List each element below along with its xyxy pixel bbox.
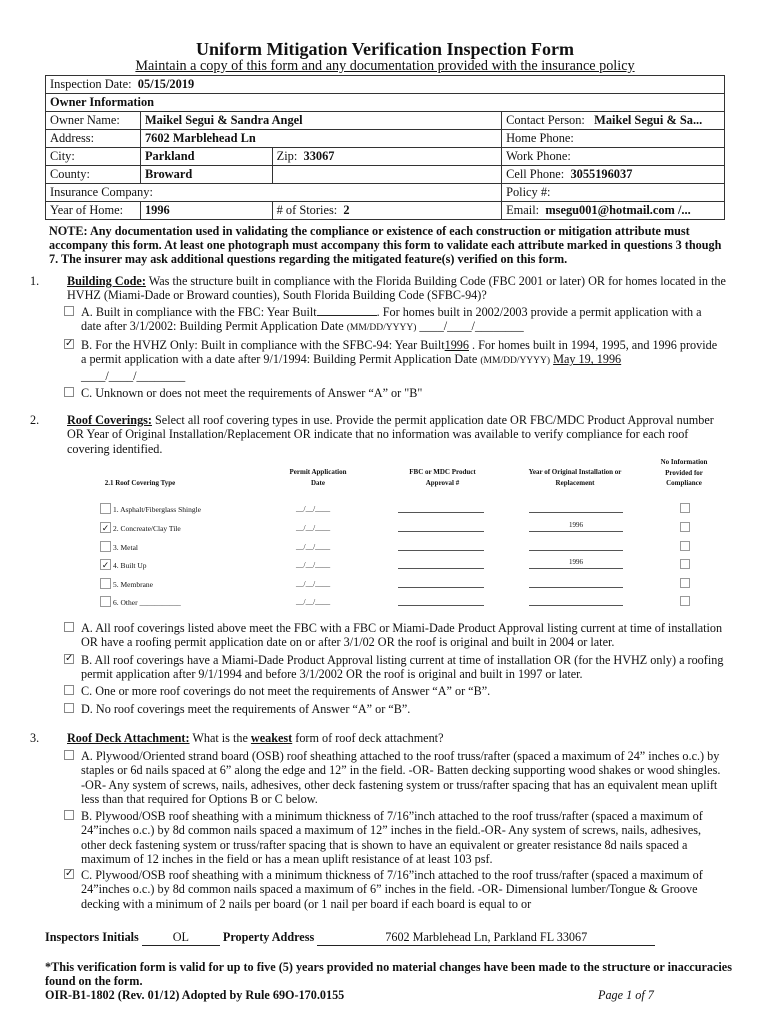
property-address-label: Property Address (222, 930, 315, 944)
no-info-checkbox[interactable] (680, 559, 690, 569)
inspection-date-row (46, 76, 725, 94)
question-number: 1. (30, 274, 40, 288)
col-fbc-approval: FBC or MDC Product Approval # (409, 468, 476, 487)
stories-value[interactable]: 2 (343, 203, 350, 217)
policy-label: Policy #: (506, 185, 551, 199)
emphasis-weakest: weakest (250, 731, 293, 745)
roof-covering-row: 1. Asphalt/Fiberglass Shingle __/__/____ (100, 502, 700, 518)
cell-phone-label: Cell Phone: (506, 167, 565, 181)
year-installation-field[interactable]: 1996 (529, 558, 623, 569)
question-text: Was the structure built in compliance with the Florida Building Code (FBC 2001 or later) OR for homes located in the HVHZ (Miami-Dade or Broward counties), South Florida Building Code (SFBC-94)? (67, 274, 726, 303)
email-label: Email: (506, 203, 540, 217)
col-roof-covering-type: 2.1 Roof Covering Type (104, 479, 176, 487)
form-id: OIR-B1-1802 (Rev. 01/12) Adopted by Rule 69O-170.0155 (45, 988, 345, 1002)
roof-covering-row: 5. Membrane __/__/____ (100, 577, 700, 593)
q1-option-c[interactable]: C. Unknown or does not meet the requirements of Answer “A” or "B" (64, 386, 724, 400)
question-2 (30, 413, 730, 456)
question-heading: Building Code: (67, 274, 146, 288)
col-permit-date: Permit Application Date (289, 468, 347, 487)
no-info-checkbox[interactable] (680, 578, 690, 588)
property-address-field[interactable]: 7602 Marblehead Ln, Parkland FL 33067 (317, 930, 655, 946)
permit-date-field[interactable]: ____/____/________ (416, 319, 524, 334)
county-value[interactable]: Broward (140, 166, 272, 184)
q3-option-a[interactable]: A. Plywood/Oriented strand board (OSB) roof sheathing attached to the roof truss/rafter (spaced a maximum of 24” inches o.c.) by staples or 6d nails spaced at 6” along the edge and 12” in the field. -OR- Batten decking supporting wood shakes or wood shingles. -OR- Any system of screws, nails, adhesives, other deck fastening system or truss/rafter spacing that has an equivalent mean uplift less than that required for Options B or C below. (64, 749, 724, 807)
col-year-installation: Year of Original Installation or Replacement (528, 468, 622, 487)
question-heading: Roof Deck Attachment: (67, 731, 190, 745)
permit-date-field[interactable]: __/__/____ (296, 542, 331, 551)
roof-covering-row: ✓ 2. Concreate/Clay Tile __/__/____ 1996 (100, 521, 700, 537)
q2-option-a[interactable]: A. All roof coverings listed above meet the FBC with a FBC or Miami-Dade Product Approval listing current at time of installation OR have a roofing permit application date on or after 3/1/02 OR the roof is original and built in 2004 or later. (64, 621, 724, 650)
permit-date-field[interactable]: __/__/____ (296, 597, 331, 606)
contact-person-value[interactable]: Maikel Segui & Sa... (594, 113, 703, 127)
address-value[interactable]: 7602 Marblehead Ln (140, 130, 501, 148)
documentation-note: NOTE: Any documentation used in validating the compliance or existence of each construction or mitigation attribute must accompany this form. At least one photograph must accompany this form to validate each attribute marked in questions 3 though 7. The insurer may ask additional questions regarding the mitigated feature(s) verified on this form. (49, 224, 722, 266)
inspection-date-label: Inspection Date: (50, 77, 132, 91)
q2-option-d[interactable]: D. No roof coverings meet the requirements of Answer “A” or “B”. (64, 702, 724, 716)
form-title: Uniform Mitigation Verification Inspection Form (196, 39, 574, 59)
permit-date-field[interactable]: __/__/____ (296, 523, 331, 532)
inspection-date-value[interactable]: 05/15/2019 (137, 77, 195, 91)
col-no-information: No Information Provided for Compliance (660, 458, 708, 487)
checkbox-icon[interactable] (64, 685, 74, 695)
work-phone-label: Work Phone: (506, 149, 571, 163)
form-subtitle: Maintain a copy of this form and any documentation provided with the insurance policy (135, 58, 635, 74)
question-1 (30, 274, 730, 303)
insurance-company-label: Insurance Company: (50, 185, 153, 199)
page-number: Page 1 of 7 (598, 988, 654, 1002)
contact-person-label: Contact Person: (506, 113, 585, 127)
city-label: City: (46, 148, 141, 166)
permit-date-field[interactable]: __/__/____ (296, 504, 331, 513)
checkbox-checked-icon[interactable]: ✓ (65, 868, 74, 879)
roof-covering-row: 6. Other ___________ __/__/____ (100, 595, 700, 611)
permit-date-field[interactable]: __/__/____ (296, 579, 331, 588)
year-of-home-label: Year of Home: (46, 202, 141, 220)
question-text: Select all roof covering types in use. Provide the permit application date OR FBC/MDC Product Approval number OR Year of Original Installation/Replacement OR indicate that no information was available to verify compliance for each roof covering identified. (67, 413, 714, 456)
year-built-value[interactable]: 1996 (444, 338, 469, 352)
owner-name-label: Owner Name: (46, 112, 141, 130)
validity-note: *This verification form is valid for up to five (5) years provided no material changes have been made to the structure or inaccuracies found on the form. (45, 960, 732, 988)
zip-label: Zip: (276, 149, 298, 163)
checkbox-checked-icon[interactable]: ✓ (101, 560, 110, 570)
initials-field[interactable]: OL (142, 930, 220, 946)
checkbox-icon[interactable] (100, 596, 111, 607)
q1-option-b[interactable]: ✓ B. For the HVHZ Only: Built in compliance with the SFBC-94: Year Built1996 . For homes built in 1994, 1995, and 1996 provide a permit application with a date after 9/1/1994: Building Permit Application Date (MM/DD/YYYY) May 19, 1996 ____/____/________ (65, 338, 718, 383)
no-info-checkbox[interactable] (680, 522, 690, 532)
stories-label: # of Stories: (276, 203, 338, 217)
q1-option-a[interactable]: A. Built in compliance with the FBC: Year Built . For homes built in 2002/2003 provide a permit application with a date after 3/1/2002: Building Permit Application Date (MM/DD/YYYY) ____/____/________ (64, 305, 724, 336)
year-of-home-value[interactable]: 1996 (140, 202, 272, 220)
address-label: Address: (46, 130, 141, 148)
permit-date-field[interactable]: __/__/____ (296, 560, 331, 569)
q3-option-b[interactable]: B. Plywood/OSB roof sheathing with a minimum thickness of 7/16”inch attached to the roof truss/rafter (spaced a maximum of 24”inches o.c.) by 8d common nails spaced a maximum of 12” inches in the field.-OR- Any system of screws, nails, adhesives, other deck fastening system or truss/rafter spacing that is shown to have an equivalent or greater resistance 8d nails spaced a maximum of 12 inches in the field or has a mean uplift resistance of at least 103 psf. (64, 809, 724, 867)
question-heading: Roof Coverings: (67, 413, 152, 427)
checkbox-checked-icon[interactable]: ✓ (101, 523, 110, 533)
roof-covering-row: 3. Metal __/__/____ (100, 540, 700, 556)
inspector-footer (45, 930, 655, 946)
email-value[interactable]: msegu001@hotmail.com /... (545, 203, 691, 217)
q2-option-b[interactable]: ✓ B. All roof coverings have a Miami-Dade Product Approval listing current at time of installation OR (for the HVHZ only) a roofing permit application after 9/1/1994 and before 3/1/2002 OR the roof is original and built in 1997 or later. (65, 653, 724, 682)
no-info-checkbox[interactable] (680, 503, 690, 513)
checkbox-icon[interactable] (100, 578, 111, 589)
fbc-approval-field[interactable] (398, 512, 484, 513)
fbc-approval-field[interactable] (398, 568, 484, 569)
checkbox-icon[interactable] (100, 503, 111, 514)
year-installation-field[interactable] (529, 577, 623, 588)
county-label: County: (46, 166, 141, 184)
question-number: 3. (30, 731, 40, 745)
year-installation-field[interactable]: 1996 (529, 521, 623, 532)
cell-phone-value[interactable]: 3055196037 (570, 167, 633, 181)
initials-label: Inspectors Initials (45, 930, 139, 944)
year-installation-field[interactable] (529, 540, 623, 551)
q2-option-c[interactable]: C. One or more roof coverings do not meet the requirements of Answer “A” or “B”. (64, 684, 724, 698)
checkbox-icon[interactable] (64, 703, 74, 713)
q3-option-c[interactable]: ✓ C. Plywood/OSB roof sheathing with a minimum thickness of 7/16”inch attached to the roof truss/rafter (spaced a maximum of 24”inches o.c.) by 8d common nails spaced a maximum of 6” inches in the field. -OR- Dimensional lumber/Tongue & Groove decking with a minimum of 2 nails per board (or 1 nail per board if each board is equal to or (65, 868, 703, 911)
no-info-checkbox[interactable] (680, 541, 690, 551)
city-value[interactable]: Parkland (140, 148, 272, 166)
checkbox-checked-icon[interactable]: ✓ (65, 338, 74, 349)
checkbox-icon[interactable] (64, 387, 74, 397)
year-installation-field[interactable] (529, 502, 623, 513)
checkbox-icon[interactable] (100, 541, 111, 552)
no-info-checkbox[interactable] (680, 596, 690, 606)
fbc-approval-field[interactable] (398, 605, 484, 606)
permit-date-value[interactable]: May 19, 1996 (553, 352, 622, 367)
owner-info-heading: Owner Information (46, 94, 725, 112)
home-phone-label: Home Phone: (506, 131, 574, 145)
checkbox-icon[interactable] (64, 306, 74, 316)
fbc-approval-field[interactable] (398, 550, 484, 551)
year-installation-field[interactable] (529, 595, 623, 606)
checkbox-icon[interactable] (64, 810, 74, 820)
year-built-field[interactable] (317, 305, 377, 316)
question-number: 2. (30, 413, 40, 427)
checkbox-icon[interactable] (64, 622, 74, 632)
checkbox-checked-icon[interactable]: ✓ (65, 653, 74, 664)
fbc-approval-field[interactable] (398, 531, 484, 532)
empty-cell (272, 166, 501, 184)
zip-value[interactable]: 33067 (303, 149, 335, 163)
question-3: 3. Roof Deck Attachment: What is the weakest form of roof deck attachment? (30, 731, 444, 745)
fbc-approval-field[interactable] (398, 587, 484, 588)
roof-covering-row: ✓ 4. Built Up __/__/____ 1996 (100, 558, 700, 574)
checkbox-icon[interactable] (64, 750, 74, 760)
owner-info-table (45, 75, 725, 220)
owner-name-value[interactable]: Maikel Segui & Sandra Angel (140, 112, 501, 130)
